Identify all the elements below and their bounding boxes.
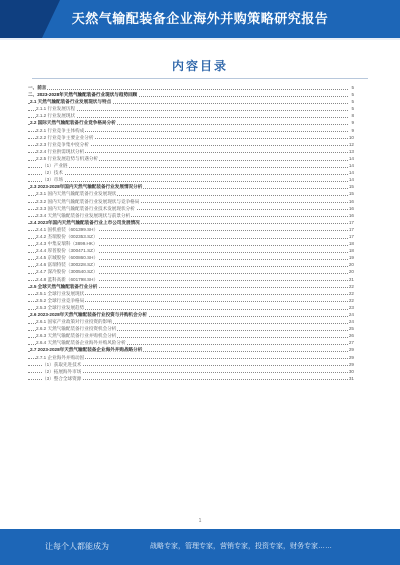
toc-entry-page: 14 [348,163,354,169]
toc-entry-page: 26 [348,333,354,339]
toc-entry-page: 21 [348,276,354,282]
toc-entry-text: 2.4.3 中集安瑞科（3899.HK） [36,241,98,247]
toc-entry[interactable] [28,198,354,205]
toc-entry-page: 22 [348,297,354,303]
toc-entry-text: 2.4.7 深冷股份（300540.SZ） [36,269,98,275]
toc-entry-page: 5 [348,91,354,98]
toc-entry-page: 25 [348,326,354,332]
toc-entry-page: 8 [348,112,354,119]
footer-tagline: 战略专家，管理专家，营销专家，投资专家，财务专家…… [150,543,332,550]
toc-entry-text: 2.4.6 富瑞特装（300228.SZ） [36,262,98,268]
toc-entry-text: 2.4.4 厚普股份（300471.SZ） [36,248,98,254]
toc-entry-page: 16 [348,198,354,204]
toc-entry-page: 14 [348,170,354,176]
toc-entry[interactable] [28,190,354,197]
toc-entry-text: 2.5 全球天然气输配装备行业分析 [30,283,98,289]
toc-entry[interactable] [28,226,354,233]
toc-entry-page: 15 [348,191,354,197]
toc-entry-page: 9 [348,119,354,126]
toc-entry-text: 2.4.8 蓝科高新（601798.SH） [36,276,99,282]
toc-entry-page: 20 [348,269,354,275]
toc-entry-page: 16 [348,205,354,211]
toc-entry-text: 2.3 2023-2028年国内天然气输配装备行业发展情况分析 [30,184,143,190]
toc-entry-text: 2.2.4 行业供需现状分析 [36,148,85,154]
toc-entry-text: 2.4.5 京城股份（600860.SH） [36,255,99,261]
toc-entry-page: 5 [348,105,354,112]
toc-entry-page: 12 [348,141,354,147]
toc-entry[interactable] [28,375,354,382]
toc-entry[interactable] [28,304,354,311]
toc-entry-text: 2.7.1 企业海外并购动因 [36,354,85,360]
toc-entry-page: 29 [348,361,354,367]
toc-entry-text: 2.3.4 天然气输配装备行业发展现状与前景分析 [36,212,131,218]
toc-entry-page: 9 [348,127,354,134]
toc-entry-page: 31 [348,375,354,381]
toc-entry[interactable] [28,247,354,254]
toc-entry-page: 17 [348,219,354,225]
toc-entry-text: （2）技术 [42,170,63,176]
toc-entry-page: 19 [348,255,354,261]
toc-entry-text: 二、2023-2028年天然气输配装备行业现状与趋势回顾 [28,92,138,98]
toc-entry-text: 2.2.5 行业发展趋势与机遇分析 [36,155,99,161]
toc-entry-text: 2.2 国际天然气输配装备行业竞争格局分析 [30,120,116,126]
toc-entry[interactable] [28,311,354,318]
toc-entry[interactable] [28,233,354,240]
toc-entry-page: 17 [348,233,354,239]
toc-entry-text: 2.1 天然气输配装备行业发展现状与特点 [30,99,112,105]
toc-leader-dots [28,181,348,182]
toc-entry[interactable] [28,283,354,290]
toc-entry[interactable] [28,254,354,261]
toc-entry-page: 24 [348,312,354,317]
toc-entry-text: 2.6.3 天然气输配装备行业并购机会分析 [36,333,117,339]
toc-entry-page: 15 [348,184,354,190]
toc-entry-text: 2.5.3 全球行业发展趋势 [36,304,85,310]
toc-entry-text: 2.3.2 国内天然气输配装备行业发展现状与竞争格局 [36,198,140,204]
toc-entry-text: 2.6.1 国家产业政策对行业投资的影响 [36,319,112,325]
toc-entry-text: 2.5.1 全球行业发展现状 [36,290,85,296]
toc-entry-page: 27 [348,340,354,346]
toc-entry-page: 10 [348,134,354,140]
toc-entry-text: （1）产业链 [42,163,68,169]
toc-entry-text: 2.6.4 天然气输配装备企业海外并购风险分析 [36,340,126,346]
toc-leader-dots [28,174,348,175]
toc-entry[interactable] [28,169,354,176]
toc-heading: 内容目录 [171,59,228,73]
toc-entry-text: （2）拓展海外市场 [42,368,82,374]
toc-entry-page: 5 [348,98,354,105]
toc-entry-page: 24 [348,319,354,325]
toc-leader-dots [28,89,348,90]
toc-entry-text: 2.4 2023年国内天然气输配装备行业上市公司发展情况 [30,219,140,225]
toc-entry[interactable] [28,240,354,247]
toc-entry[interactable] [28,219,354,226]
toc-entry-page: 5 [348,84,354,91]
toc-entry-text: 2.5.2 全球行业竞争格局 [36,297,85,303]
toc-entry[interactable] [28,297,354,304]
toc-entry-page: 22 [348,290,354,296]
toc-entry[interactable] [28,268,354,275]
table-of-contents [28,84,354,382]
toc-entry-page: 22 [348,283,354,289]
footer-slogan: 让每个人都能成为 [45,542,109,551]
toc-entry-page: 29 [348,347,354,353]
toc-entry[interactable] [28,346,354,353]
toc-entry-page: 14 [348,177,354,183]
toc-entry-page: 18 [348,248,354,254]
toc-entry[interactable] [28,155,354,162]
toc-entry[interactable] [28,205,354,212]
report-title: 天然气输配装备企业海外并购策略研究报告 [71,11,329,26]
toc-entry-text: 2.4.1 国机重装（601399.SH） [36,226,99,232]
toc-entry[interactable] [28,98,354,105]
toc-entry[interactable] [28,212,354,219]
toc-entry-text: 2.4.2 杰瑞股份（002353.SZ） [36,233,98,239]
toc-entry[interactable] [28,318,354,325]
toc-entry[interactable] [28,119,354,126]
toc-entry[interactable] [28,276,354,283]
toc-entry[interactable] [28,148,354,155]
toc-entry[interactable] [28,112,354,119]
toc-entry[interactable] [28,183,354,190]
toc-entry-page: 13 [348,148,354,154]
toc-entry-page: 16 [348,212,354,218]
toc-entry-text: （3）整合全球资源 [42,375,82,381]
toc-entry-text: 2.3.1 国内天然气输配装备行业发展现状 [36,191,117,197]
toc-entry-text: 2.1.2 行业发展现状 [36,113,76,119]
toc-entry-page: 30 [348,368,354,374]
toc-entry-text: （3）市场 [42,177,63,183]
toc-entry-text: 2.2.1 行业竞争主体构成 [36,127,85,133]
toc-leader-dots [28,167,348,168]
toc-entry-text: 2.7 2023-2028年天然气输配装备企业海外并购战略分析 [30,347,143,353]
toc-entry-page: 14 [348,155,354,161]
toc-entry[interactable] [28,368,354,375]
toc-entry-page: 17 [348,226,354,232]
toc-entry[interactable] [28,339,354,346]
toc-entry-text: 2.2.3 行业竞争集中度分析 [36,141,89,147]
toc-entry[interactable] [28,332,354,339]
page-number: 1 [198,518,202,524]
toc-entry-page: 29 [348,354,354,360]
toc-entry[interactable] [28,325,354,332]
toc-entry[interactable] [28,361,354,368]
toc-entry[interactable] [28,162,354,169]
toc-entry-page: 23 [348,304,354,310]
toc-entry-text: 2.2.2 行业竞争主要企业分析 [36,134,94,140]
toc-entry[interactable] [28,354,354,361]
toc-entry[interactable] [28,105,354,112]
footer-band [0,529,400,565]
toc-entry-text: 2.3.3 国内天然气输配装备行业技术发展现状分析 [36,205,135,211]
toc-entry-text: 一、前言 [28,85,47,90]
toc-entry-text: 2.6 2023-2028年天然气输配装备行业投资与并购机会分析 [30,312,147,317]
header-divider [0,38,400,40]
toc-entry[interactable] [28,84,354,91]
toc-entry[interactable] [28,290,354,297]
toc-entry[interactable] [28,127,354,134]
toc-entry-page: 18 [348,241,354,247]
toc-entry[interactable] [28,91,354,98]
toc-divider [32,78,368,79]
header-band [0,0,400,38]
toc-entry[interactable] [28,261,354,268]
toc-entry[interactable] [28,134,354,141]
toc-entry-text: 2.6.2 天然气输配装备行业投资机会分析 [36,326,117,332]
toc-entry[interactable] [28,176,354,183]
toc-entry[interactable] [28,141,354,148]
toc-entry-text: 2.1.1 行业发展历程 [36,106,76,112]
toc-entry-page: 20 [348,262,354,268]
toc-entry-text: （1）获取先进技术 [42,361,82,367]
